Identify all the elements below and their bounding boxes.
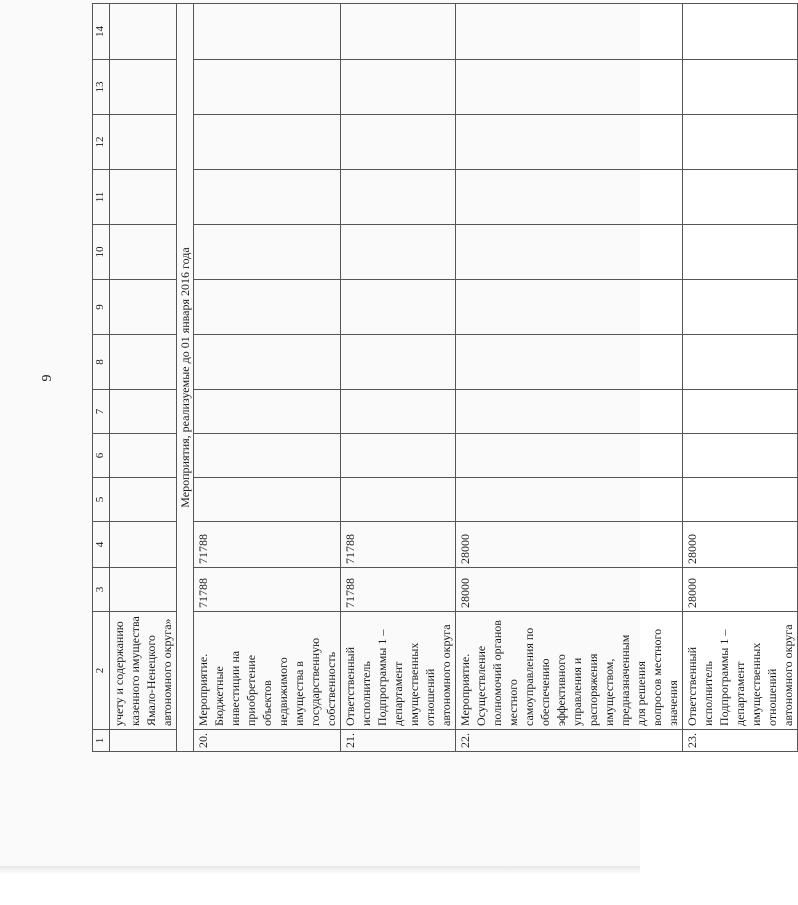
value-col-3: 71788 [341, 568, 456, 612]
table-row-continuation [110, 4, 177, 752]
column-number: 8 [93, 335, 110, 390]
table-cell [110, 730, 177, 752]
value-col-3: 28000 [683, 568, 798, 612]
column-number: 12 [93, 115, 110, 170]
column-number: 5 [93, 478, 110, 522]
column-number: 7 [93, 390, 110, 434]
row-name: Мероприятие. Осуществление полномочий органов местного самоуправления по обеспечению эффективного управления и распоряжения имуществом, предназначенным для решения вопросов местного значения [456, 612, 683, 730]
row-number: 23. [683, 730, 798, 752]
program-table [92, 3, 798, 752]
value-col-4: 28000 [683, 522, 798, 568]
column-number: 1 [93, 730, 110, 752]
value-col-3: 28000 [456, 568, 683, 612]
column-number: 14 [93, 4, 110, 60]
rotated-table-frame [92, 4, 795, 752]
row-name: Мероприятие. Бюджетные инвестиции на приобретение объектов недвижимого имущества в государственную собственность [194, 612, 341, 730]
column-number: 11 [93, 170, 110, 225]
column-number-row [93, 4, 110, 752]
column-number: 9 [93, 280, 110, 335]
table-row [194, 4, 341, 752]
column-number: 2 [93, 612, 110, 730]
table-row [341, 4, 456, 752]
section-heading-row [177, 4, 194, 752]
row-number: 20. [194, 730, 341, 752]
row-number: 21. [341, 730, 456, 752]
column-number: 10 [93, 225, 110, 280]
column-number: 3 [93, 568, 110, 612]
table-row [683, 4, 798, 752]
row-number: 22. [456, 730, 683, 752]
column-number: 6 [93, 434, 110, 478]
value-col-4: 71788 [194, 522, 341, 568]
value-col-4: 28000 [456, 522, 683, 568]
section-heading: Мероприятия, реализуемые до 01 января 2016 года [177, 4, 194, 752]
table-row [456, 4, 683, 752]
column-number: 13 [93, 60, 110, 115]
value-col-4: 71788 [341, 522, 456, 568]
value-col-3: 71788 [194, 568, 341, 612]
column-number: 4 [93, 522, 110, 568]
scan-edge [0, 866, 640, 874]
continuation-text: учету и содержанию казенного имущества Ямало-Ненецкого автономного округа» [110, 612, 177, 730]
page-number: 9 [40, 374, 55, 382]
row-name: Ответственный исполнитель Подпрограммы 1 – департамент имущественных отношений автономного округа [683, 612, 798, 730]
row-name: Ответственный исполнитель Подпрограммы 1 – департамент имущественных отношений автономного округа [341, 612, 456, 730]
